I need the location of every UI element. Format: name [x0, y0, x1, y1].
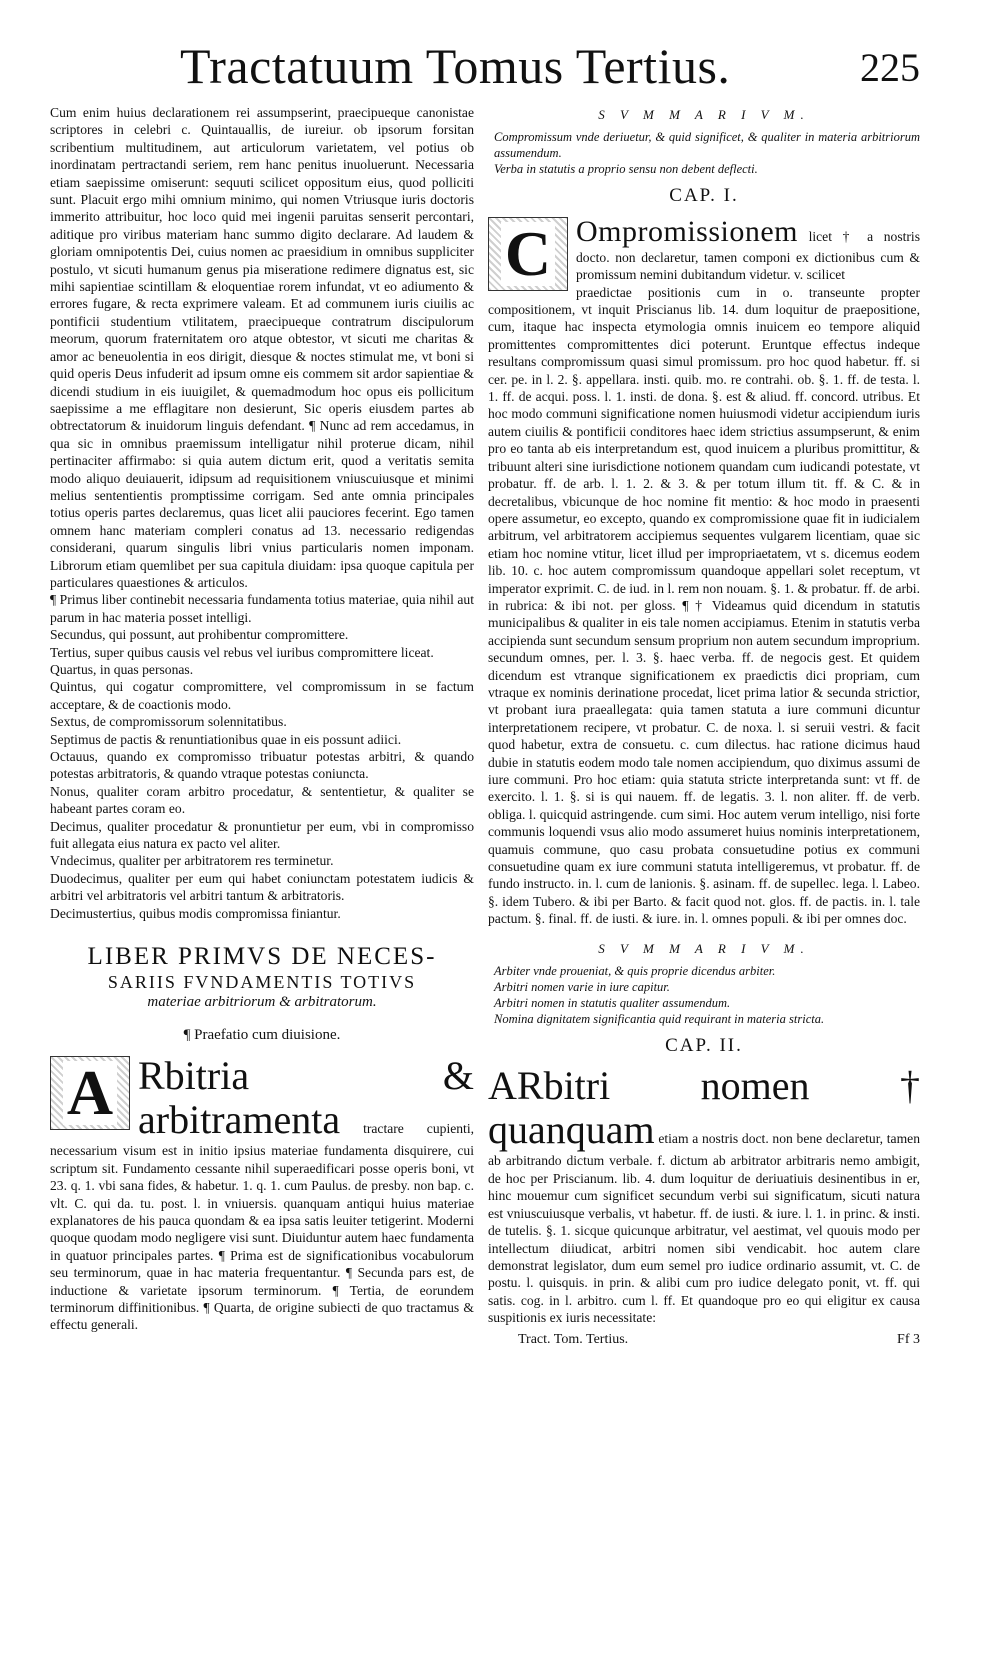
summarium-list — [488, 963, 920, 1027]
chapter-2-body: etiam a nostris doct. non bene declaretur, tamen ab arbitrando dictum verbale. f. dictum ab arbitrator arbitraris nemo ambigit, de hoc per Priscianum. lib. 4. dum loquitur de deriuatiuis desinentibus in er, hinc mouemur cum significet secundum verbi sui significatum, sicuti natura est vniuscuiusque verbalis, vt habetur. ff. de iusti. & iure. l. 1. in princ. & insti. de tutelis. §. 1. sicque quicunque arbitratur, vel aestimat, vel quouis modo per intellectum diiudicat, arbitri nomen sibi vendicabit. hoc autem clare demonstrat legislator, dum eum semel pro iudice ordinario assumit, vt. C. de postu. l. quisquis. in prin. & alibi cum pro iudice delegato ponit, vt. ff. qui satis. cog. in l. arbitro. cum l. ff. Et quandoque pro eo qui eligitur ex causa suspitionis ex iuris necessitate: — [488, 1131, 920, 1326]
chapter-title: CAP. I. — [669, 185, 739, 207]
list-item: ¶ Primus liber continebit necessaria fundamenta totius materiae, quia nihil aut parum in hac materia posset intelligi. — [50, 592, 474, 625]
book-title: LIBER PRIMVS DE NECES- — [87, 943, 437, 971]
list-item: Nonus, qualiter coram arbitro procedatur, & sententietur, & qualiter se habeant partes coram eo. — [50, 783, 474, 817]
list-item: Tertius, super quibus causis vel rebus vel iuribus compromittere liceat. — [50, 644, 434, 660]
summarium-item: Arbitri nomen varie in iure capitur. — [494, 980, 670, 995]
footer-title: Tract. Tom. Tertius. — [518, 1331, 629, 1347]
page-header — [180, 36, 920, 100]
chapter-1-opening-tail: licet † a nostris docto. non declaretur, tamen componi ex dictionibus cum & promissum nemini dubitandum videtur. v. scilicet — [576, 228, 920, 283]
list-item: Quartus, in quas personas. — [50, 662, 194, 677]
summarium-item: Arbiter vnde proueniat, & quis proprie dicendus arbiter. — [494, 964, 776, 979]
intro-paragraph: Cum enim huius declarationem rei assumpserint, praecipueque canonistae scriptores in celebri c. Quintauallis, de iureiur. ob ipsorum forsitan scribentium multitudinem, aut articulorum varietatem, vel potius ob inordinatam pertractandi seriem, rem hanc penitus inuoluerunt. Necessaria etiam saepissime omiserunt: sequuti scilicet oppositum eius, quod polliciti sunt. Placuit ergo mihi omnium minimo, qui nomen Vtriusque iuris doctoris immerito attribuitur, hoc loco quid mei ingenii paruitas senserit percontari, aditique pro viribus materiam hanc summo digito declarare. Ad laudem & gloriam omnipotentis Dei, cuius nomen ac praesidium in omnibus suppliciter postulo, vt sicuti humanum genus pia miseratione redimere dignatus est, sic mihi sapientiae scintillam & eloquentiae rorem infundat, vt eo adiumento & errores fugare, & recta exprimere valeam. Et ad communem iuris ciuilis ac pontificii studentium vtilitatem, praecipueque contratrum discipulorum meorum, quorum fraternitatem oro atque obtestor, vt sicuti me charitas & amor ac beneuolentia in eos dirigit, diesque & noctes stimulat me, vt boni si quid operis Deus infuderit ad ipsum omne eis commem sit ardor sapientiae & dicendi studium in eis iuuigilet, & quemadmodum hoc opus eis pollicitum saepissime a me efflagitare non desierunt, Sic operis eiusdem partes ab obtrectatorum & inuidorum linguis defendant. ¶ Nunc ad rem accedamus, in qua sic in omnibus praemissum intelligatur nihil proterue dicam, nihil pertinaciter affirmabo: si quia autem dictum erit, quod a veritatis semita modo aliquo deuiauerit, idipsum ad requisitionem vniuscuiusque et minimi melius sententientis promptissime corrigam. Sed ante omnia principales totius operis partes declaremus, quas licet alii pauciores fecerint. Ego tamen omnem hanc materiam compleri conatus ad 13. necessario redigendas considerani, quarum singulis libri vnius particularis nomen imponam. Librorum etiam quemlibet per sua capitula diuidam: ipsa quoque capitula per particulares quaestiones & articulos. — [50, 105, 474, 590]
list-item: Decimus, qualiter procedatur & pronuntietur per eum, vbi in compromisso fuit allegata eius natura ex pacto vel aliter. — [50, 818, 474, 852]
lead-word: Ompromissionem — [576, 214, 798, 248]
right-column — [488, 104, 920, 1348]
chapter-1 — [488, 215, 920, 928]
page-number: 225 — [860, 45, 920, 90]
book-title-line-2: SARIIS FVNDAMENTIS TOTIVS — [107, 972, 417, 993]
decorated-initial: A — [488, 1063, 517, 1109]
left-column — [50, 104, 474, 1334]
list-item: Vndecimus, qualiter per arbitratorem res terminetur. — [50, 853, 334, 869]
summarium-item: Verba in statutis a proprio sensu non debent deflecti. — [494, 162, 758, 177]
lead-word: ARbitri nomen † quanquam — [488, 1063, 920, 1153]
list-item: Decimustertius, quibus modis compromissa finiantur. — [50, 905, 341, 921]
books-list — [50, 591, 474, 922]
signature-mark: Ff 3 — [897, 1331, 920, 1347]
lead-word: Rbitria & arbitramenta — [138, 1053, 474, 1143]
book-title-line-3: materiae arbitriorum & arbitratorum. — [147, 993, 377, 1010]
running-title: Tractatuum Tomus Tertius. — [180, 38, 731, 94]
page-footer — [488, 1331, 920, 1348]
chapter-2 — [488, 1064, 920, 1326]
summarium-item: Arbitri nomen in statutis qualiter assumendum. — [494, 996, 731, 1011]
list-item: Sextus, de compromissorum solennitatibus. — [50, 714, 287, 730]
chapter-2-text — [488, 1064, 920, 1326]
praefatio-heading: ¶ Praefatio cum diuisione. — [183, 1026, 341, 1043]
summarium-heading: S V M M A R I V M. — [598, 940, 810, 956]
list-item: Quintus, qui cogatur compromittere, vel compromissum in se factum acceptare, & de coactionis modo. — [50, 679, 474, 712]
summarium-item: Compromissum vnde deriuetur, & quid significet, & qualiter in materia arbitriorum assumendum. — [494, 130, 920, 161]
decorated-initial: A — [50, 1056, 130, 1130]
summarium-list — [488, 129, 920, 177]
list-item: Secundus, qui possunt, aut prohibentur compromittere. — [50, 627, 349, 643]
praefatio-section — [50, 1054, 474, 1333]
list-item: Octauus, quando ex compromisso tribuatur potestas arbitri, & quando potestas arbitratoris, & quando vtraque potestas coniuncta. — [50, 749, 474, 782]
chapter-title: CAP. II. — [665, 1035, 743, 1057]
list-item: Septimus de pactis & renuntiationibus quae in eis possunt adiici. — [50, 731, 402, 747]
decorated-initial: C — [488, 217, 568, 291]
summarium-heading: S V M M A R I V M. — [598, 107, 810, 122]
chapter-1-body: praedictae positionis cum in o. transeunte propter compositionem, vt inquit Priscianus lib. 14. dum loquitur de praepositione, cum, itaque hac inspecta etymologia omnis inuicem eo tempore aliquid promittentes compromittentes dici poterunt. Eruntque effectus indeque resultans compromissum quasi simul promissum. pro hoc quod habetur. ff. si cer. pe. in l. 2. §. appellara. insti. quib. mo. re contrahi. ob. §. 1. ff. de testa. l. 1. ff. de acqui. poss. l. 1. insti. de dona. §. est & aliud. ff. concord. utribus. Et hoc modo communi significatione nomen huiusmodi videtur accipiendum iuris autem ciuilis & pontificii conditores haec idem strictius assumpserunt, & enim pro eo tanta ab eis interpretandum est, quod inuicem a pluribus promittitur, & tribuunt alteri sine iurisdictione notionem quandam cum iudicandi potestate, vt probatur. ff. de arb. l. 1. 2. & 3. & per totum illum tit. ff. & C. & in decretalibus, vbicunque de hoc nomine fit mentio: & hoc modo in praesenti opere assumetur, eo excepto, quando ex compromissione quae fit in iudicialem arbitrum, vel arbitratorem accipiemus sequentes vulgarem licentiam, quae sic etiam hoc nomine vtitur, licet illud per impropriaetatem, vt s. dicemus eodem lib. 10. c. hoc autem compromissum quandoque appellari solet receptum, vt imperator exprimit. C. de iud. in l. rem non nouam. §. 1. & probatur. ff. de arbi. in rubrica: & ibi not. per gloss. ¶ † Videamus quid dicendum in statutis municipalibus & qualiter in eis tale nomen accipiamus. Etenim in statutis verba accipienda sunt secundum sensum proprium non autem secundum improprium. secundum omnes, per. l. 3. §. haec verba. ff. de negocis gest. Et quidem dicendum est vtranque significationem ex praedictis dici propriam, cum vtraque ex nominis derinatione procedat, licet prima latior & secunda strictior, vt probant iura praeallegata: quia tamen statuta a iure communi dicuntur interpretationem recipere, vt probatur. C. de noxa. l. si seruii vestri. & facit quod habetur, extra de consuetu. c. cum dilectus. hac ratione dicimus haud dubie in statutis eodem modo tale nomen accipiendum, quo diximus assumi de iure communi. Pro hoc etiam: quia statuta stricte interpretanda sunt: vt ff. de exercito. l. 1. §. si is qui nauem. ff. de legatis. 3. l. non aliter. ff. de verb. obliga. l. quicquid astringende. cum simi. Hoc autem verum intelligo, nisi forte communis loquendi vsus alio modo assumeret huius nominis interpretationem, quamuis commune, quo casu probata consuetudine potius ex communi consuetudine quam ex iure communi statuta intelligeremus, vt probatur. ff. de fundo instructo. in. l. cum de lanionis. §. asinam. ff. de supellec. lega. l. Labeo. §. idem Tubero. & ibi per Barto. & facit quod not. glos. ff. de pactis. in. l. tale pactum. §. final. ff. de iusti. & iure. in. l. omnes populi. & ibi per omnes doc. — [488, 284, 920, 927]
praefatio-body: tractare cupienti, necessarium visum est in initio ipsius materiae fundamenta disquirere, cui scriptum sit. Fundamento cessante nihil superaedificari posse operis boni, vt 23. q. 1. vbi sana fides, & habetur. 1. q. 1. cum Paulus. de presby. non bap. c. vlt. C. qui da. tu. post. l. in vniuersis. quanquam antiqui huius materiae explanatores de his pauca quondam & ea ipsa satis leuiter tetigerint. Moderni quoque quodam modo negligere visi sunt. Diuiduntur autem haec fundamenta in quatuor principales partes. ¶ Prima est de significationibus vocabulorum seu terminorum, quae in hac materia frequentantur. ¶ Secunda pars est, de inductione & varietate ipsorum terminorum. ¶ Tertia, de eorundem terminorum diffinitionibus. ¶ Quarta, de origine subiecti de quo tractamus & effectu generali. — [50, 1121, 474, 1333]
list-item: Duodecimus, qualiter per eum qui habet coniunctam potestatem iudicis & arbitri vel arbitratoris vel arbitri tantum & arbitratoris. — [50, 870, 474, 904]
summarium-item: Nomina dignitatem significantia quid requirant in materia stricta. — [494, 1012, 825, 1027]
